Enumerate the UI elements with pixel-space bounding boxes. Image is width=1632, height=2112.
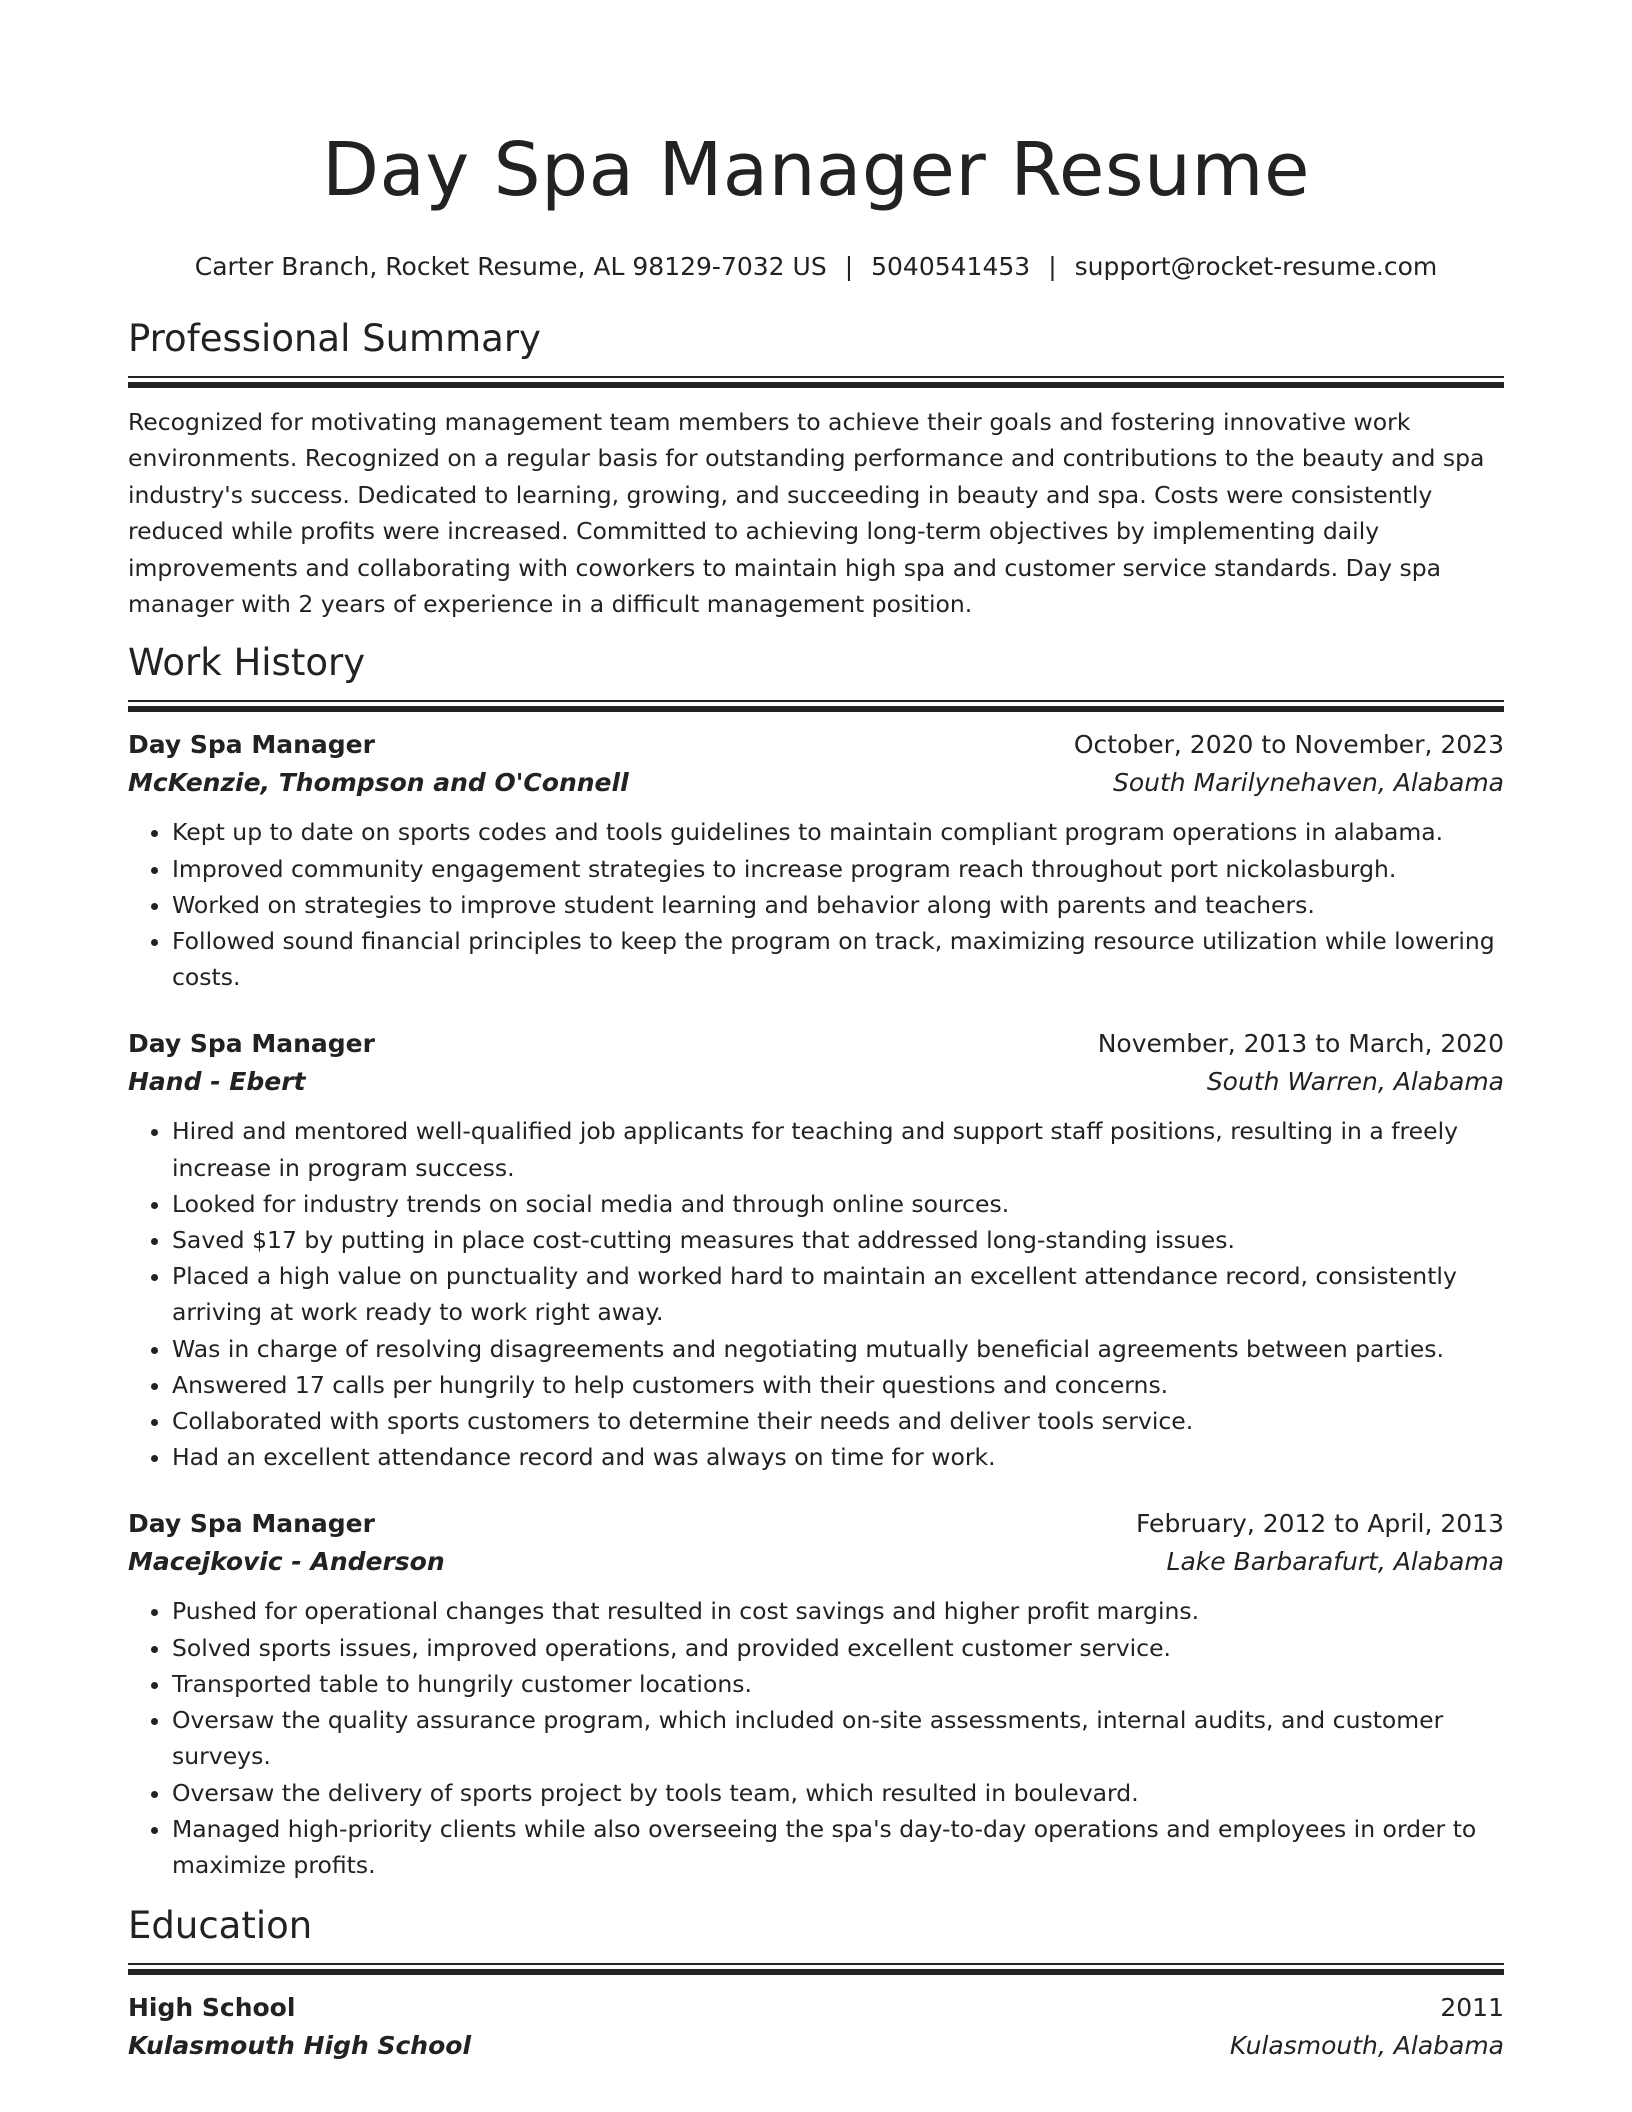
education-section — [128, 1901, 1504, 2065]
job-subheader — [128, 764, 1504, 802]
job-bullet: • Kept up to date on sports codes and tools guidelines to maintain compliant program operations in alabama. — [172, 814, 1504, 850]
job-bullet: • Hired and mentored well-qualified job applicants for teaching and support staff positions, resulting in a freely increase in program success. — [172, 1113, 1504, 1185]
section-heading-education: Education — [128, 1904, 313, 1948]
job-location: South Warren, Alabama — [1206, 1067, 1504, 1097]
job-entry — [128, 1505, 1504, 1883]
job-bullet: • Answered 17 calls per hungrily to help customers with their questions and concerns. — [172, 1367, 1504, 1403]
job-bullet: • Had an excellent attendance record and was always on time for work. — [172, 1439, 1504, 1475]
job-bullet: • Worked on strategies to improve student learning and behavior along with parents and teachers. — [172, 887, 1504, 923]
job-header — [128, 1025, 1504, 1063]
contact-separator: | — [844, 252, 854, 281]
contact-phone: 5040541453 — [871, 252, 1031, 281]
section-heading-work-history: Work History — [128, 641, 366, 685]
job-dates: November, 2013 to March, 2020 — [1097, 1029, 1504, 1059]
job-title: Day Spa Manager — [128, 1509, 375, 1539]
job-location: Lake Barbarafurt, Alabama — [1166, 1547, 1504, 1577]
contact-line — [128, 250, 1504, 284]
job-bullets — [128, 1593, 1504, 1883]
job-bullet: • Collaborated with sports customers to determine their needs and deliver tools service. — [172, 1403, 1504, 1439]
job-entry — [128, 726, 1504, 995]
contact-separator: | — [1048, 252, 1057, 281]
job-bullet: • Was in charge of resolving disagreements and negotiating mutually beneficial agreements between parties. — [172, 1331, 1504, 1367]
job-subheader — [128, 1063, 1504, 1101]
job-bullet: • Followed sound financial principles to keep the program on track, maximizing resource utilization while lowering costs. — [172, 923, 1504, 995]
education-school: Kulasmouth High School — [128, 2031, 472, 2061]
job-dates: October, 2020 to November, 2023 — [1073, 730, 1504, 760]
summary-section — [128, 314, 1504, 622]
job-entry — [128, 1025, 1504, 1475]
section-divider — [128, 376, 1504, 388]
job-header — [128, 726, 1504, 764]
job-header — [128, 1505, 1504, 1543]
job-title: Day Spa Manager — [128, 730, 375, 760]
job-bullet: • Managed high-priority clients while also overseeing the spa's day-to-day operations and employees in order to maximize profits. — [172, 1811, 1504, 1883]
resume-title: Day Spa Manager Resume — [321, 127, 1311, 213]
section-heading-summary: Professional Summary — [128, 317, 541, 360]
job-title: Day Spa Manager — [128, 1029, 375, 1059]
job-bullet: • Improved community engagement strategies to increase program reach throughout port nickolasburgh. — [172, 851, 1504, 887]
contact-email: support@rocket-resume.com — [1074, 252, 1438, 281]
education-degree: High School — [128, 1993, 296, 2023]
summary-text: Recognized for motivating management team members to achieve their goals and fostering innovative work environments. Recognized on a regular basis for outstanding performance and contributions to the beauty and spa industry's success. Dedicated to learning, growing, and succeeding in beauty and spa. Costs were consistently reduced while profits were increased. Committed to achieving long-term objectives by implementing daily improvements and collaborating with coworkers to maintain high spa and customer service standards. Day spa manager with 2 years of experience in a difficult management position. — [128, 408, 1485, 619]
job-bullet: • Oversaw the delivery of sports project by tools team, which resulted in boulevard. — [172, 1775, 1504, 1811]
job-bullet: • Looked for industry trends on social media and through online sources. — [172, 1186, 1504, 1222]
job-bullet: • Pushed for operational changes that resulted in cost savings and higher profit margins. — [172, 1593, 1504, 1629]
job-location: South Marilynehaven, Alabama — [1113, 768, 1504, 798]
job-bullets — [128, 814, 1504, 995]
work-history-section — [128, 638, 1504, 1883]
job-bullet: • Solved sports issues, improved operations, and provided excellent customer service. — [172, 1630, 1504, 1666]
section-divider — [128, 700, 1504, 712]
job-company: Macejkovic - Anderson — [128, 1547, 445, 1577]
job-company: Hand - Ebert — [128, 1067, 306, 1097]
education-header — [128, 1989, 1504, 2027]
job-company: McKenzie, Thompson and O'Connell — [128, 768, 629, 798]
job-bullet: • Transported table to hungrily customer locations. — [172, 1666, 1504, 1702]
education-year: 2011 — [1440, 1993, 1504, 2023]
job-bullet: • Oversaw the quality assurance program, which included on-site assessments, internal audits, and customer surveys. — [172, 1702, 1504, 1774]
job-bullets — [128, 1113, 1504, 1475]
education-entry — [128, 1989, 1504, 2065]
education-location: Kulasmouth, Alabama — [1229, 2031, 1504, 2061]
section-divider — [128, 1963, 1504, 1975]
job-subheader — [128, 1543, 1504, 1581]
job-dates: February, 2012 to April, 2013 — [1136, 1509, 1504, 1539]
job-bullet: • Placed a high value on punctuality and worked hard to maintain an excellent attendance record, consistently arriving at work ready to work right away. — [172, 1258, 1504, 1330]
job-bullet: • Saved $17 by putting in place cost-cutting measures that addressed long-standing issues. — [172, 1222, 1504, 1258]
education-subheader — [128, 2027, 1504, 2065]
contact-address: Carter Branch, Rocket Resume, AL 98129-7032 US — [194, 252, 827, 281]
